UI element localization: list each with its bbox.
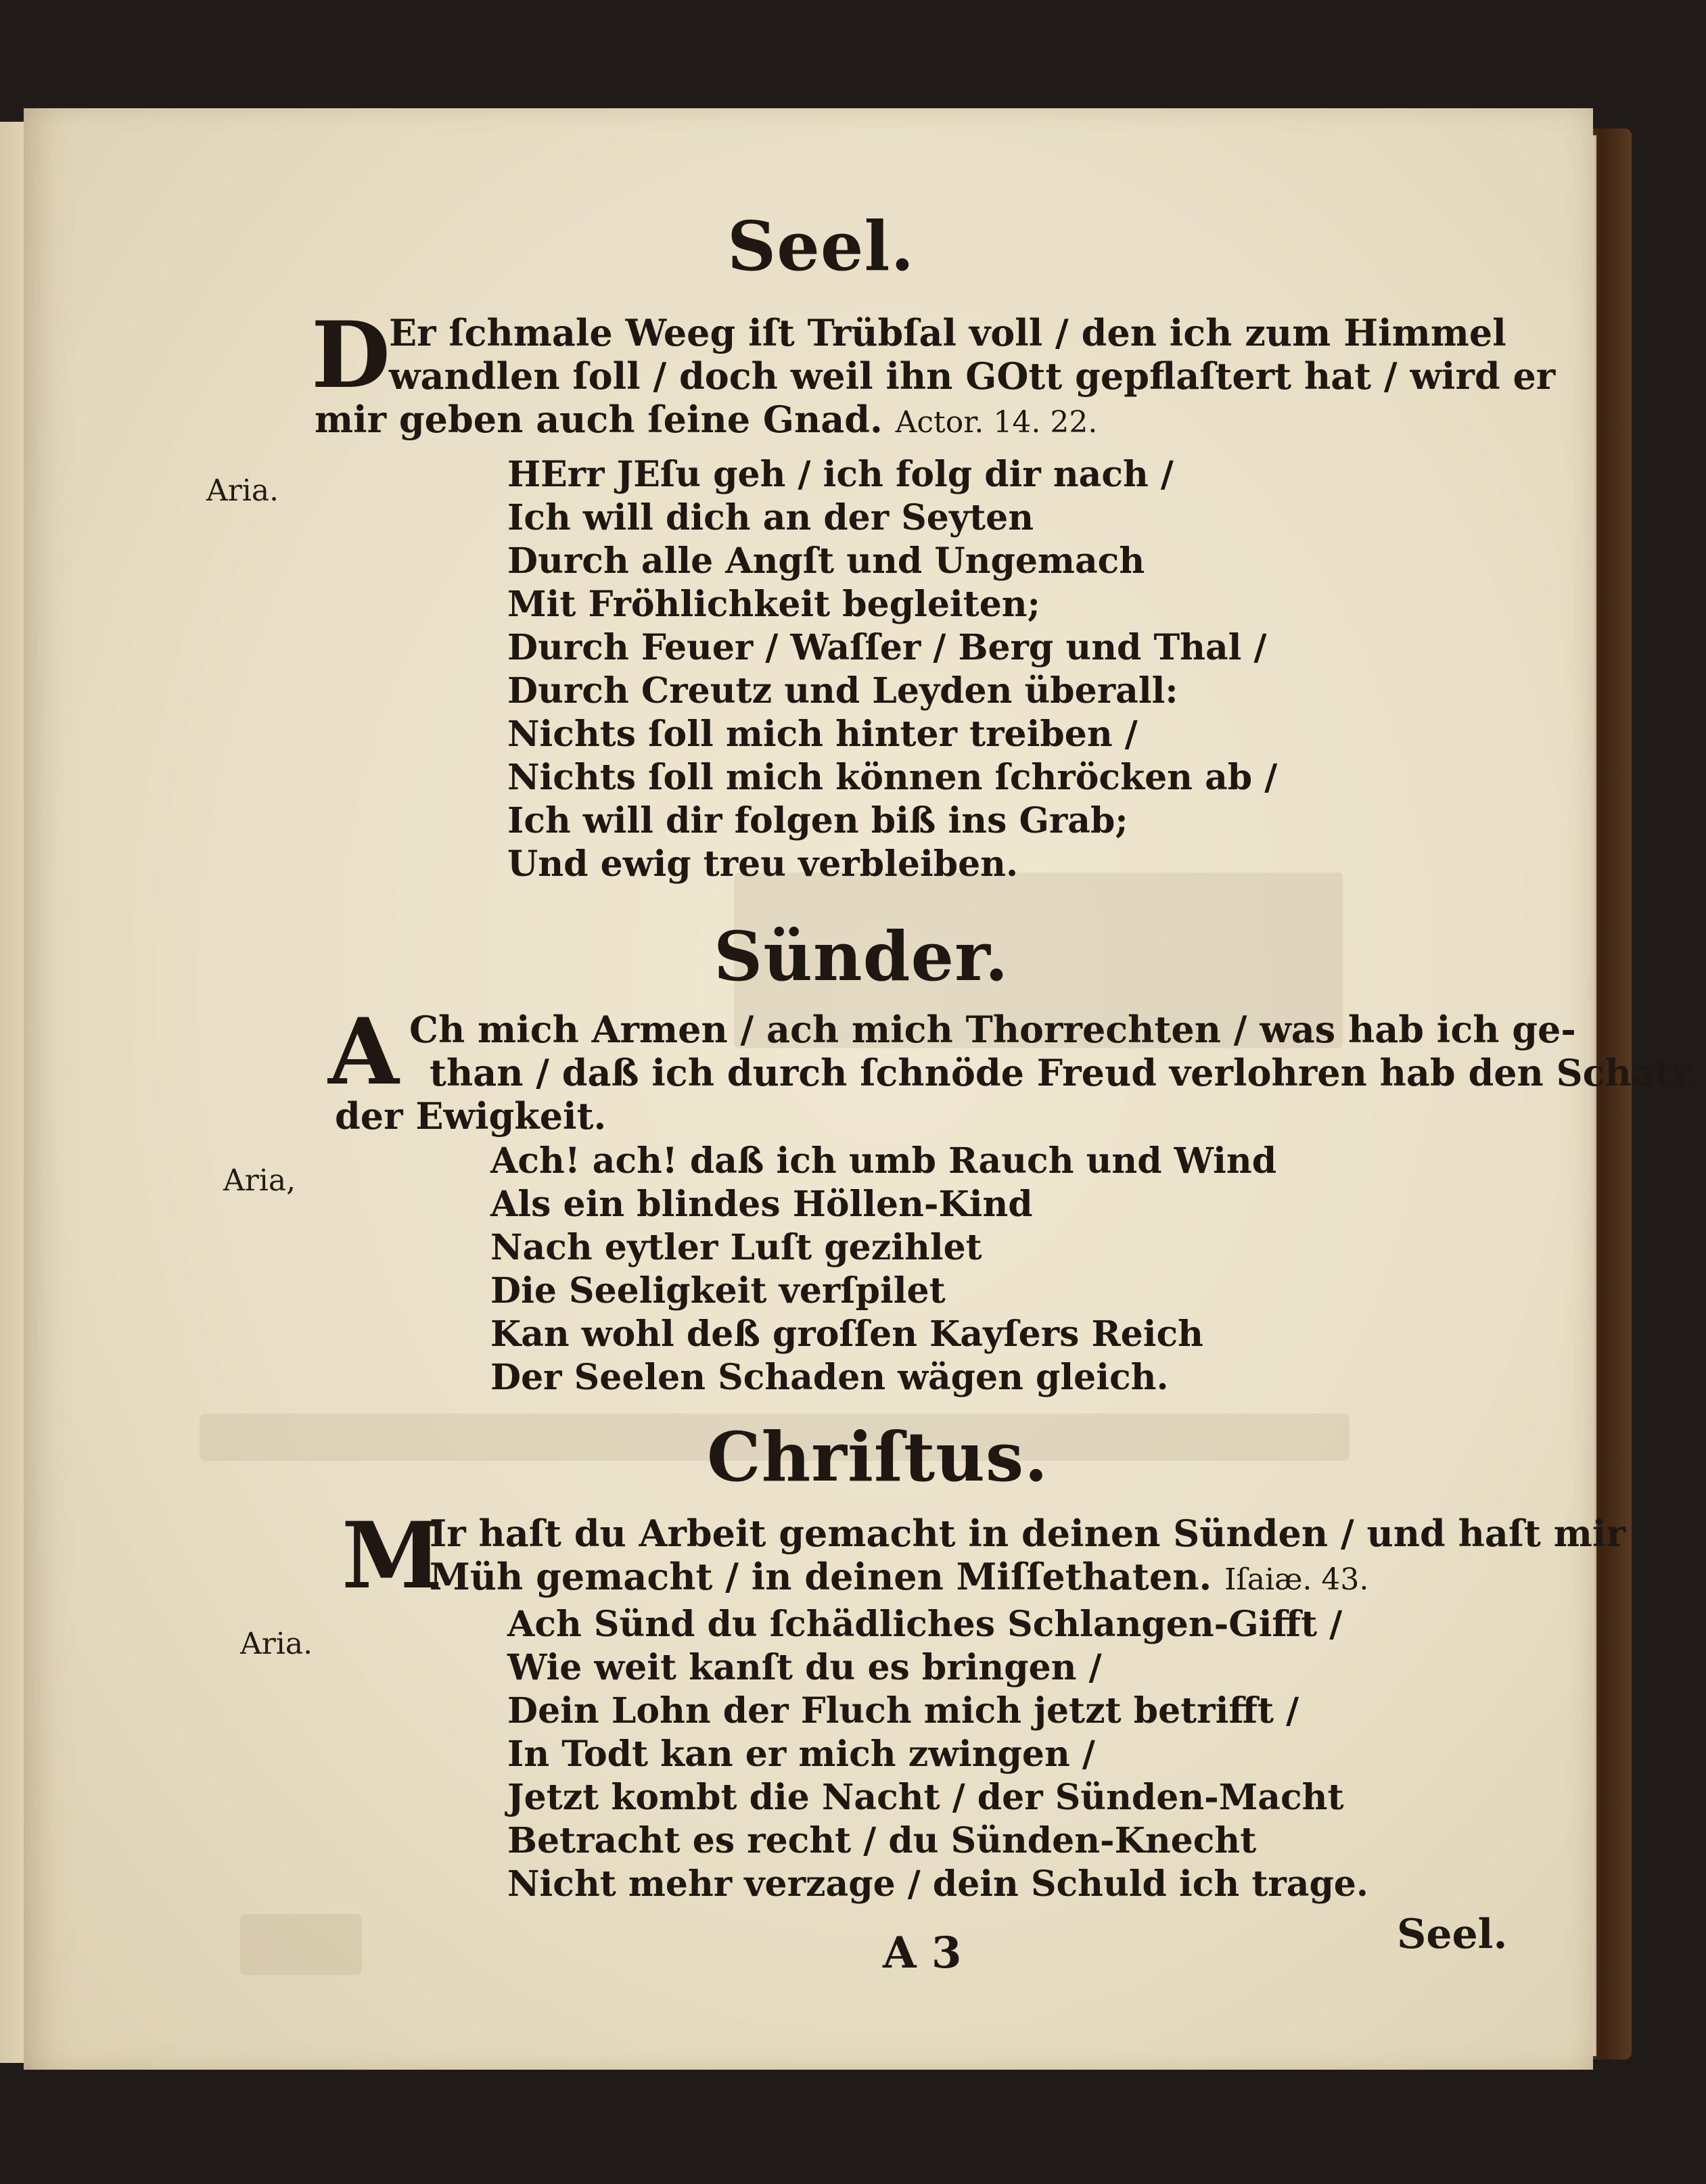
prose-line: than / daß ich durch ſchnöde Freud verlohren hab den Schatz xyxy=(430,1051,1693,1094)
verse-block xyxy=(507,1603,1368,1906)
prose-line: Ir haſt du Arbeit gemacht in deinen Sünden / und haſt mir xyxy=(430,1512,1626,1555)
verse-line: Wie weit kanſt du es bringen / xyxy=(507,1647,1102,1688)
signature-mark: A 3 xyxy=(883,1928,962,1978)
verse-block xyxy=(490,1140,1276,1399)
verse-line: Betracht es recht / du Sünden-Knecht xyxy=(507,1820,1257,1861)
verse-line: In Todt kan er mich zwingen / xyxy=(507,1734,1095,1775)
verse-line: Und ewig treu verbleiben. xyxy=(507,843,1019,885)
verse-block xyxy=(507,453,1277,886)
verse-line: Ach! ach! daß ich umb Rauch und Wind xyxy=(490,1140,1277,1182)
verse-line: Nichts ſoll mich können ſchröcken ab / xyxy=(507,757,1278,798)
dropcap: M xyxy=(342,1502,443,1609)
scripture-reference: Actor. 14. 22. xyxy=(895,405,1098,440)
verse-line: Durch Feuer / Waſſer / Berg und Thal / xyxy=(507,627,1267,668)
verse-line: Nach eytler Luſt gezihlet xyxy=(490,1227,982,1268)
prose-line: Er ſchmale Weeg iſt Trübſal voll / den ich zum Himmel xyxy=(389,311,1506,354)
verse-line: Der Seelen Schaden wägen gleich. xyxy=(490,1357,1169,1398)
dropcap: A xyxy=(328,998,399,1105)
verse-line: Ich will dich an der Seyten xyxy=(507,497,1034,538)
verse-line: Ich will dir folgen biß ins Grab; xyxy=(507,800,1128,841)
verse-line: Durch Creutz und Leyden überall: xyxy=(507,670,1178,712)
verse-line: Die Seeligkeit verſpilet xyxy=(490,1270,946,1311)
prose-line xyxy=(315,398,1097,444)
prose-line: wandlen ſoll / doch weil ihn GOtt gepflaſtert hat / wird er xyxy=(389,354,1556,398)
dropcap: D xyxy=(311,301,391,409)
prose-line: der Ewigkeit. xyxy=(335,1094,607,1138)
verse-line: Mit Fröhlichkeit begleiten; xyxy=(507,584,1040,625)
verse-line: Nicht mehr verzage / dein Schuld ich trage. xyxy=(507,1863,1368,1905)
scripture-reference: Iſaiæ. 43. xyxy=(1224,1562,1369,1597)
section-heading-seel: Seel. xyxy=(727,206,915,286)
section-heading-christus: Chriſtus. xyxy=(707,1417,1048,1497)
prose-line-text: mir geben auch ſeine Gnad. xyxy=(315,398,883,441)
section-heading-suender: Sünder. xyxy=(714,916,1009,996)
prose-line xyxy=(430,1555,1368,1602)
verse-line: Jetzt kombt die Nacht / der Sünden-Macht xyxy=(507,1777,1344,1818)
prose-line: Ch mich Armen / ach mich Thorrechten / was hab ich ge- xyxy=(409,1008,1576,1051)
aria-label: Aria, xyxy=(223,1163,296,1198)
verse-line: Kan wohl deß groſſen Kayſers Reich xyxy=(490,1314,1203,1355)
show-through xyxy=(240,1914,362,1975)
aria-label: Aria. xyxy=(240,1627,313,1661)
catchword: Seel. xyxy=(1397,1911,1508,1958)
verse-line: Als ein blindes Höllen-Kind xyxy=(490,1184,1033,1225)
verse-line: Ach Sünd du ſchädliches Schlangen-Gifft / xyxy=(507,1604,1343,1645)
verse-line: Durch alle Angſt und Ungemach xyxy=(507,540,1145,582)
verse-line: Dein Lohn der Fluch mich jetzt betrifft / xyxy=(507,1690,1299,1732)
prose-line-text: Müh gemacht / in deinen Miſſethaten. xyxy=(430,1555,1212,1598)
aria-label: Aria. xyxy=(206,473,279,508)
verse-line: HErr JEſu geh / ich folg dir nach / xyxy=(507,454,1174,495)
verse-line: Nichts ſoll mich hinter treiben / xyxy=(507,714,1138,755)
book-page xyxy=(24,108,1693,2070)
